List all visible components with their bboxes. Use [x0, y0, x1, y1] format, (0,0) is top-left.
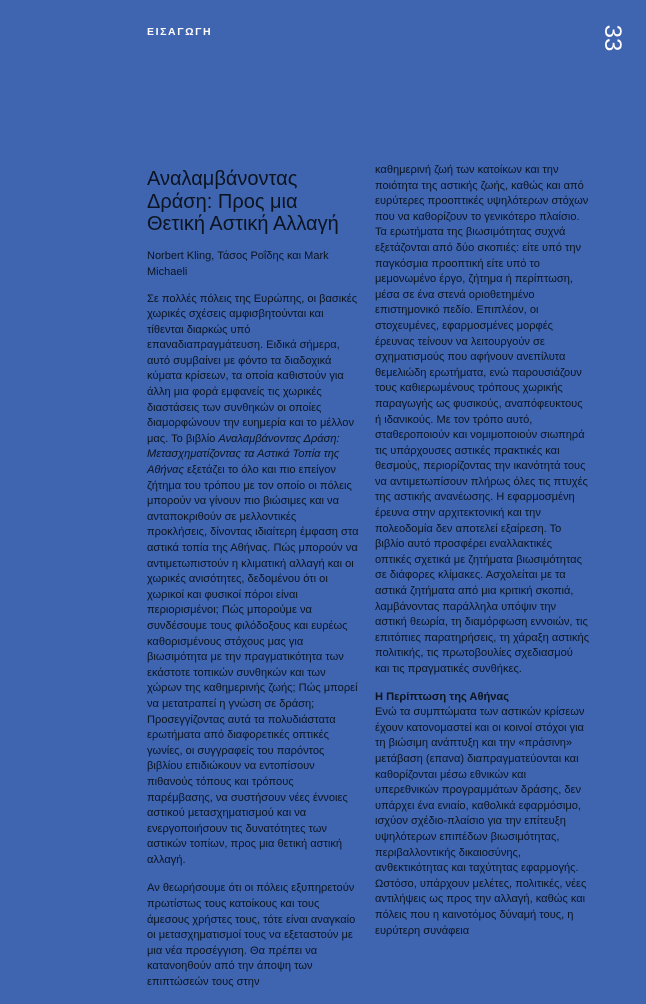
page-number: 33 — [599, 24, 626, 52]
section-subheading: Η Περίπτωση της Αθήνας — [375, 690, 509, 703]
paragraph-2: Αν θεωρήσουμε ότι οι πόλεις εξυπηρετούν πρωτίστως τους κατοίκους και τους άμεσους χρήστες τους, τότε είναι αναγκαίο οι μετασχηματισμοί τους να εξεταστούν με μια νέα προσέγγιση. Θα πρέπει να κατανοηθούν από την άποψη των επιπτώσεών τους στην — [147, 882, 356, 989]
left-column — [147, 162, 359, 1004]
paragraph-1-text-b: εξετάζει το όλο και πιο επείγον ζήτημα του τρόπου με τον οποίο οι πόλεις μπορούν να γίνουν πιο βιώσιμες και να ανταποκριθούν σε μελλοντικές προκλήσεις, δίνοντας ιδιαίτερη έμφαση στα αστικά τοπία της Αθήνας. Πώς μπορούν να αντιμετωπιστούν η κλιματική αλλαγή και οι χωρικές ανισότητες, δεδομένου ότι οι χωρικοί και φυσικοί πόροι είναι περιορισμένοι; Πώς μπορούμε να συνδέσουμε τους φιλόδοξους και ευρέως καθορισμένους στόχους μας για βιωσιμότητα με την πραγματικότητα των εκάστοτε τοπικών συνθηκών και των χώρων της καθημερινής ζωής; Πώς μπορεί να μετατραπεί η γνώση σε δράση; Προσεγγίζοντας αυτά τα πολυδιάστατα ερωτήματα από διαφορετικές οπτικές γωνίες, οι συγγραφείς του παρόντος βιβλίου επιδιώκουν να εντοπίσουν πιθανούς τόπους και τρόπους παρέμβασης, να συστήσουν νέες έννοιες αστικού μετασχηματισμού και να ενεργοποιήσουν τις δυνατότητες των αστικών τοπίων, προς μια θετική αστική αλλαγή. — [147, 464, 359, 866]
right-column — [375, 163, 590, 952]
article-authors: Norbert Kling, Τάσος Ροΐδης και Mark Michaeli — [147, 249, 329, 278]
paragraph-1 — [147, 292, 359, 869]
paragraph-1-text-a: Σε πολλές πόλεις της Ευρώπης, οι βασικές χωρικές σχέσεις αμφισβητούνται και τίθενται διαρκώς υπό επαναδιαπραγμάτευση. Ειδικά σήμερα, αυτό συμβαίνει με φόντο τα διαδοχικά κύματα κρίσεων, τα οποία καθιστούν για άλλη μια φορά εμφανείς τις χωρικές διαστάσεις των συνθηκών οι οποίες διαμορφώνουν την ευημερία και το μέλλον μας. Το βιβλίο — [147, 292, 358, 445]
section-label: ΕΙΣΑΓΩΓΗ — [147, 26, 213, 38]
paragraph-2-continued: καθημερινή ζωή των κατοίκων και την ποιότητα της αστικής ζωής, καθώς και από ευρύτερες προοπτικές υψηλότερων στόχων που να καθορίζουν το γενικότερο πλαίσιο. Τα ερωτήματα της βιωσιμότητας συχνά εξετάζονται από δύο σκοπιές: είτε υπό την παγκόσμια προοπτική είτε υπό το μεμονωμένο έργο, ζήτημα ή περίπτωση, μέσα σε ένα στενά οριοθετημένο επιστημονικό πεδίο. Επιπλέον, οι στοχευμένες, εφαρμοσμένες μορφές έρευνας τείνουν να λειτουργούν σε σχηματισμούς που αφήνουν ανεπίλυτα θεμελιώδη ερωτήματα, ενώ παρουσιάζουν τους καθιερωμένους τρόπους χωρικής παραγωγής ως φυσικούς, αναπόφευκτους ή ιδανικούς. Με τον τρόπο αυτό, σταθεροποιούν και νομιμοποιούν σιωπηρά τις υπάρχουσες αστικές πρακτικές και θεσμούς, περιορίζοντας την ικανότητά τους να αντιμετωπίσουν πλήρως όλες τις πτυχές της αστικής ανανέωσης. Η εφαρμοσμένη έρευνα στην αρχιτεκτονική και την πολεοδομία δεν αποτελεί εξαίρεση. Το βιβλίο αυτό προσφέρει εναλλακτικές οπτικές σχετικά με ζητήματα βιωσιμότητας σε διάφορες κλίμακες. Ασχολείται με τα αστικά ζητήματα από μια κριτική σκοπιά, λαμβάνοντας παράλληλα υπόψιν την αστική θεωρία, τη διαμόρφωση εννοιών, τις επιτόπιες παρατηρήσεις, τη χάραξη αστικής πολιτικής, τις πρωτοβουλίες σχεδιασμού και τις πραγματικές συνθήκες. — [375, 164, 590, 675]
book-title: Αναλαμβάνοντας Δράση: Μετασχηματίζοντας τα Αστικά Τοπία της Αθήνας — [147, 432, 340, 477]
article-title: Αναλαμβάνοντας Δράση: Προς μια Θετική Αστική Αλλαγή — [147, 168, 339, 235]
paragraph-3: Ενώ τα συμπτώματα των αστικών κρίσεων έχουν κατονομαστεί και οι κοινοί στόχοι για τη βιώσιμη ανάπτυξη και την «πράσινη» μετάβαση (επανα) διαπραγματεύονται και καθορίζονται μέσω εθνικών και υπερεθνικών προγραμμάτων δράσης, δεν υπάρχει ένα ενιαίο, καθολικά εφαρμόσιμο, ισχύον σχέδιο-πλαίσιο για την επίτευξη υψηλότερων επιπέδων βιωσιμότητας, περιβαλλοντικής δικαιοσύνης, ανθεκτικότητας και ταχύτητας εφαρμογής. Ωστόσο, υπάρχουν μελέτες, πολιτικές, νέες αντιλήψεις ως προς την αλλαγή, καθώς και πόλεις που η καινοτόμος δύναμή τους, η ευρύτερη συνάφεια — [375, 706, 587, 937]
